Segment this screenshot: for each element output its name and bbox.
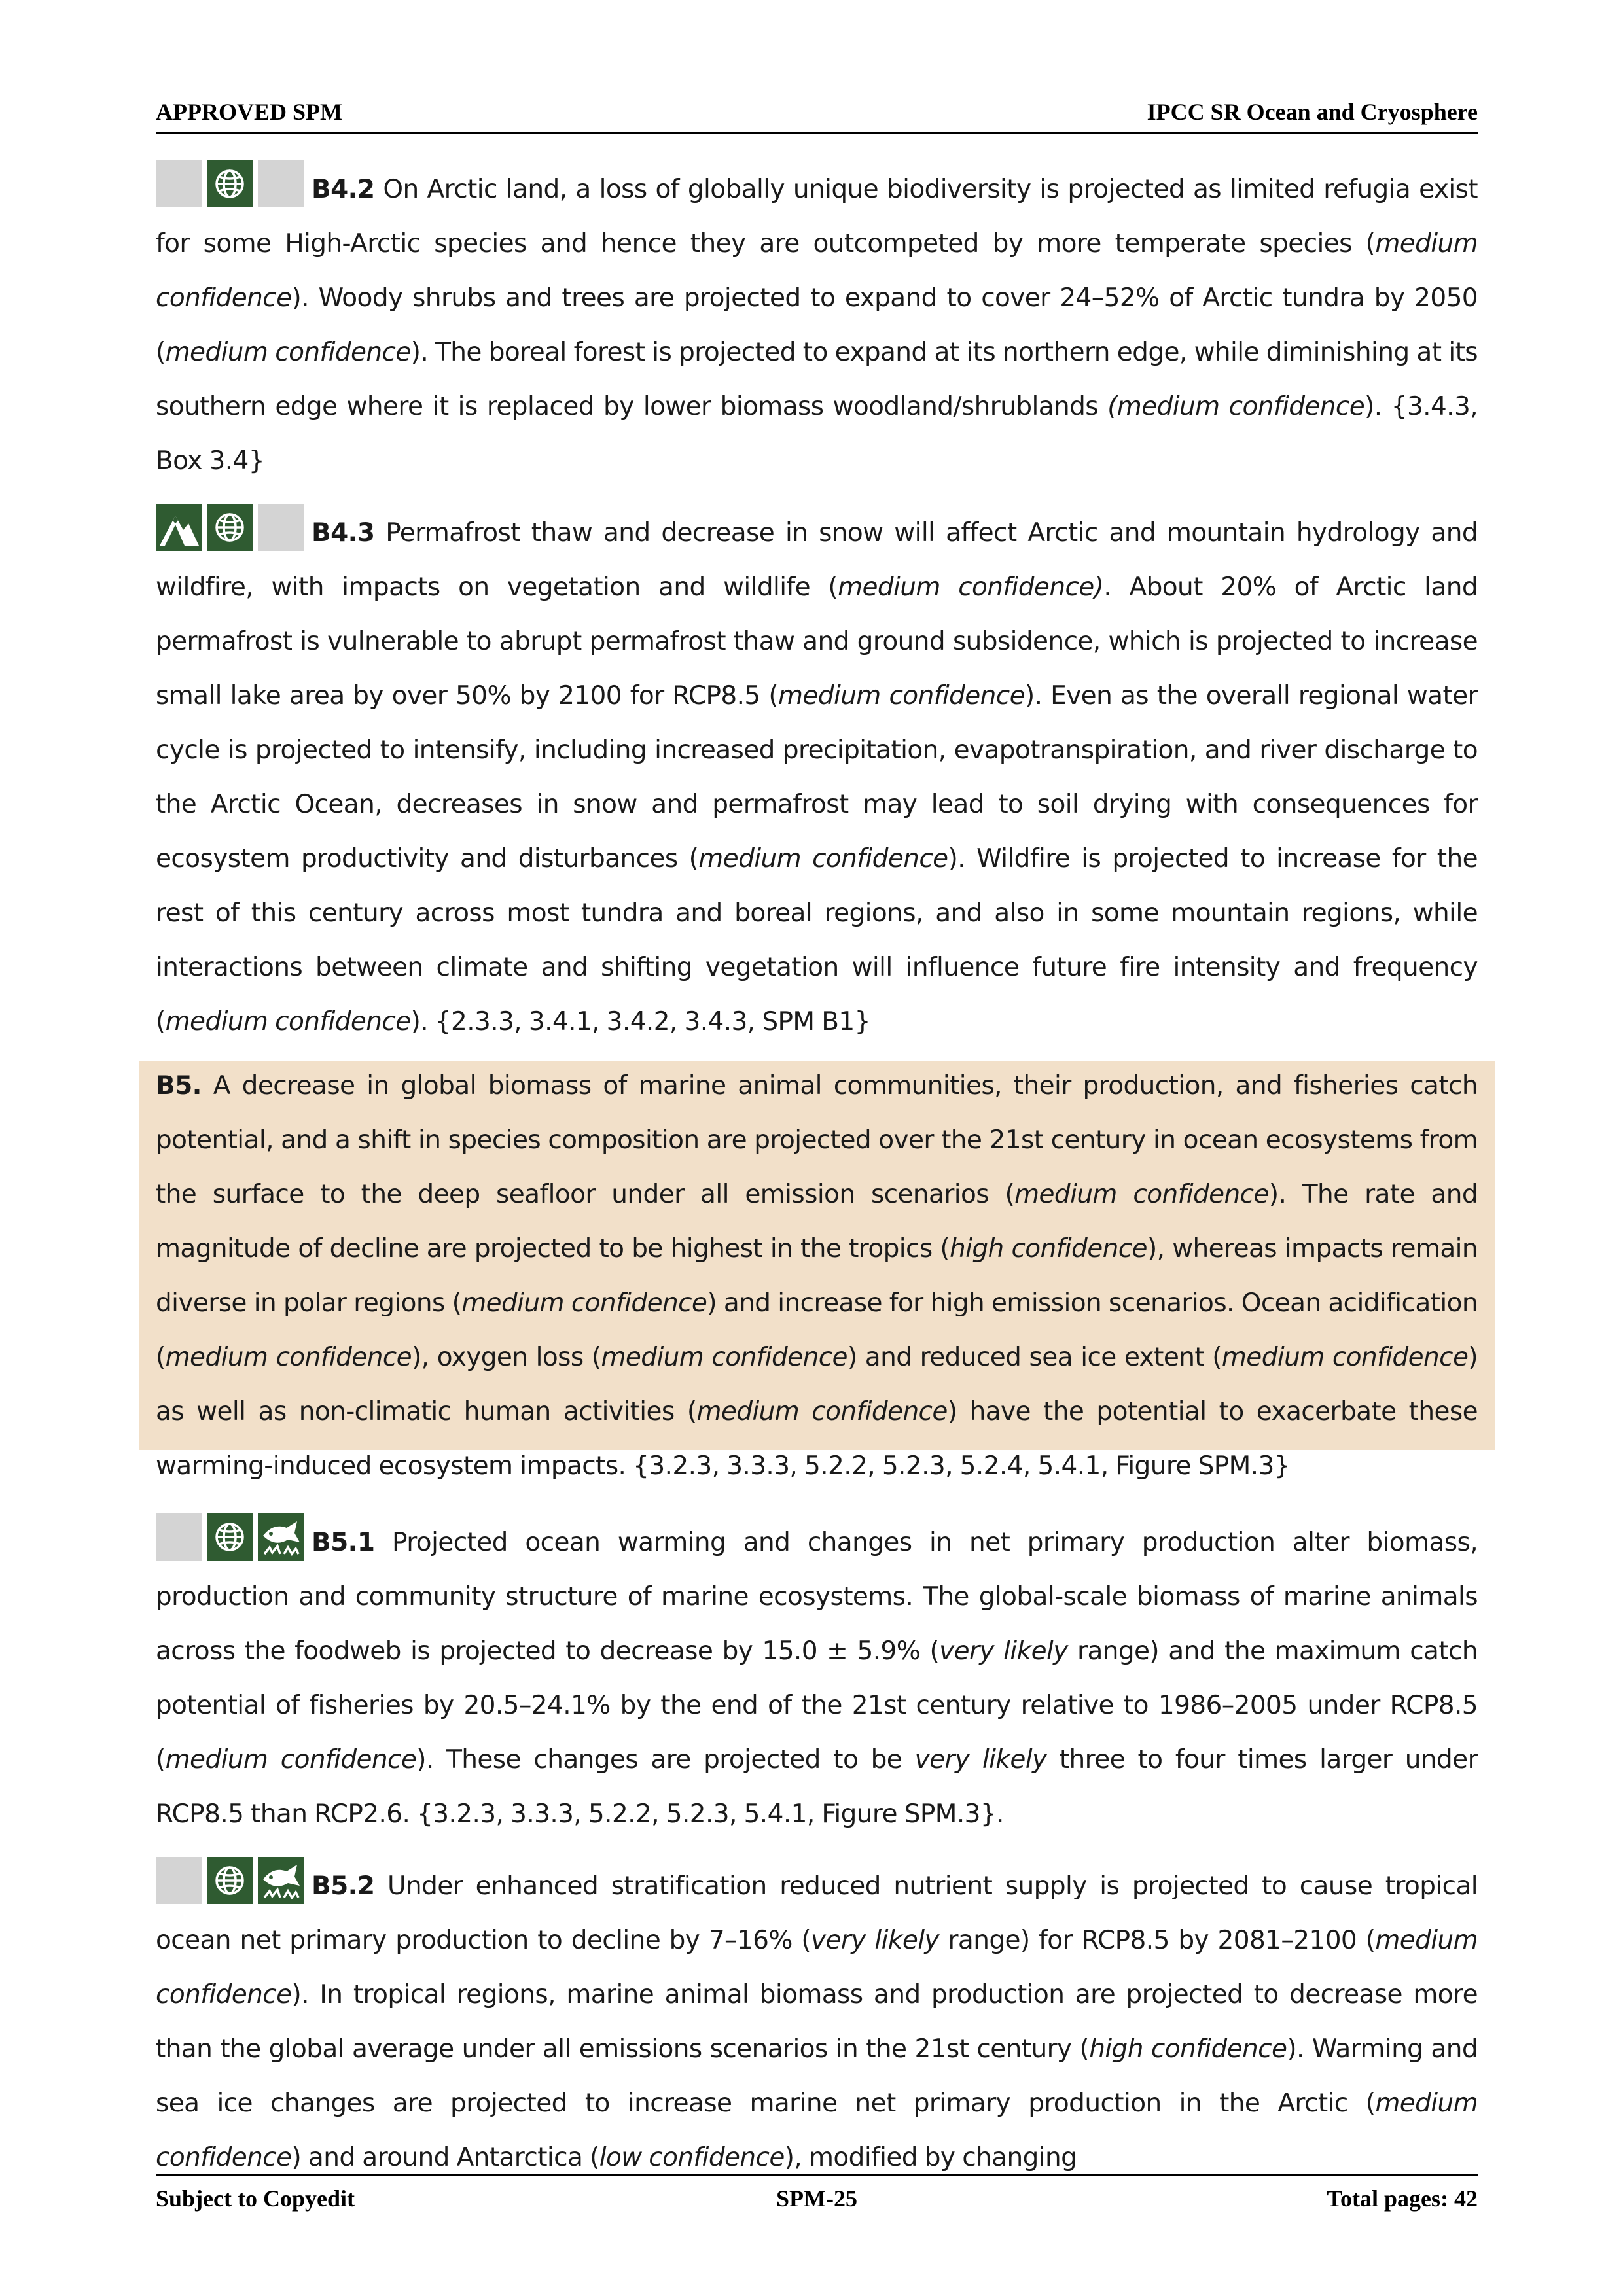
italic-run: medium confidence — [696, 1397, 948, 1426]
icon-strip — [156, 1857, 309, 1907]
globe-icon — [207, 1513, 253, 1561]
text-run: ). {3.4.3, Box 3.4} — [156, 392, 1478, 476]
footer-left: Subject to Copyedit — [156, 2185, 355, 2212]
italic-run: medium confidence — [165, 1745, 417, 1775]
page-footer — [156, 2174, 1478, 2215]
italic-run: medium confidence — [601, 1343, 847, 1372]
globe-icon — [207, 1857, 253, 1904]
blank-icon-slot — [156, 160, 202, 207]
paragraph-b5-1 — [156, 1515, 1478, 1841]
page-number: SPM-25 — [776, 2185, 857, 2212]
icon-strip — [156, 160, 309, 210]
fish-icon — [258, 1513, 304, 1561]
text-run: ). The rate and magnitude of decline are projected to be highest in the tropics ( — [156, 1180, 1478, 1263]
header-left: APPROVED SPM — [156, 99, 342, 125]
italic-run: medium confidence — [165, 1343, 412, 1372]
text-run: ). The boreal forest is projected to expand at its northern edge, while diminishing at its southern edge where it is replaced by lower biomass woodland/shrublands — [156, 338, 1478, 421]
text-run: Permafrost thaw and decrease in snow will affect Arctic and mountain hydrology and wildfire, with impacts on vegetation and wildlife ( — [156, 518, 1478, 602]
page-header — [156, 98, 1478, 134]
text-run: range) and the maximum catch potential of fisheries by 20.5–24.1% by the end of the 21st century relative to 1986–2005 under RCP8.5 ( — [156, 1636, 1478, 1775]
globe-icon — [207, 160, 253, 207]
italic-run: medium confidence) — [838, 573, 1104, 602]
italic-run: medium confidence — [1221, 1343, 1469, 1372]
italic-run: very likely — [939, 1636, 1068, 1666]
text-run: ), modified by changing — [784, 2143, 1077, 2172]
text-run: ) as well as non-climatic human activities ( — [156, 1343, 1478, 1426]
italic-run: (medium confidence — [1107, 392, 1365, 421]
text-run: ), whereas impacts remain diverse in polar regions ( — [156, 1234, 1478, 1318]
text-run: On Arctic land, a loss of globally unique biodiversity is projected as limited refugia exist for some High-Arctic species and hence they are outcompeted by more temperate species ( — [156, 175, 1478, 258]
text-run: ). Wildfire is projected to increase for the rest of this century across most tundra and boreal regions, and also in some mountain regions, while interactions between climate and shifting vegetation will influence future fire intensity and frequency ( — [156, 844, 1478, 1036]
paragraph-id: B5. — [156, 1071, 202, 1101]
footer-right: Total pages: 42 — [1327, 2185, 1478, 2212]
text-run: ). Warming and sea ice changes are projected to increase marine net primary production in the Arctic ( — [156, 2034, 1478, 2118]
text-run: ) and increase for high emission scenarios. Ocean acidification ( — [156, 1288, 1478, 1372]
paragraph-b5-2 — [156, 1859, 1478, 2185]
italic-run: high confidence — [950, 1234, 1147, 1263]
paragraph-id: B4.3 — [312, 518, 375, 548]
text-run: ). Woody shrubs and trees are projected to expand to cover 24–52% of Arctic tundra by 2050 ( — [156, 283, 1478, 367]
paragraph-id: B4.2 — [312, 175, 375, 204]
italic-run: medium confidence — [156, 1926, 1478, 2009]
text-run: three to four times larger under RCP8.5 than RCP2.6. {3.2.3, 3.3.3, 5.2.2, 5.2.3, 5.4.1, Figure SPM.3}. — [156, 1745, 1478, 1829]
mountain-icon — [156, 504, 202, 551]
text-run: ) and around Antarctica ( — [291, 2143, 599, 2172]
text-run: . About 20% of Arctic land permafrost is vulnerable to abrupt permafrost thaw and ground subsidence, which is projected to increase small lake area by over 50% by 2100 for RCP8.5 ( — [156, 573, 1478, 711]
italic-run: very likely — [914, 1745, 1047, 1775]
italic-run: medium confidence — [461, 1288, 707, 1318]
blank-icon-slot — [156, 1513, 202, 1561]
blank-icon-slot — [258, 504, 304, 551]
italic-run: medium confidence — [778, 681, 1025, 711]
text-run: range) for RCP8.5 by 2081–2100 ( — [938, 1926, 1376, 1955]
paragraph-id: B5.2 — [312, 1871, 375, 1901]
text-run: ). {2.3.3, 3.4.1, 3.4.2, 3.4.3, SPM B1} — [410, 1007, 870, 1036]
paragraph-b4-2 — [156, 162, 1478, 488]
text-run: ). These changes are projected to be — [416, 1745, 915, 1775]
italic-run: medium confidence — [156, 2089, 1478, 2172]
paragraph-id: B5.1 — [312, 1528, 375, 1557]
text-run: Under enhanced stratification reduced nutrient supply is projected to cause tropical ocean net primary production to decline by 7–16% ( — [156, 1871, 1478, 1955]
italic-run: medium confidence — [698, 844, 948, 874]
italic-run: medium confidence — [1014, 1180, 1269, 1209]
fish-icon — [258, 1857, 304, 1904]
blank-icon-slot — [258, 160, 304, 207]
paragraph-b5 — [156, 1059, 1478, 1493]
italic-run: low confidence — [599, 2143, 785, 2172]
icon-strip — [156, 504, 309, 554]
text-run: Projected ocean warming and changes in net primary production alter biomass, production and community structure of marine ecosystems. The global-scale biomass of marine animals across the foodweb is projected to decrease by 15.0 ± 5.9% ( — [156, 1528, 1478, 1666]
text-run: ) and reduced sea ice extent ( — [847, 1343, 1222, 1372]
paragraph-b4-3 — [156, 506, 1478, 1049]
italic-run: medium confidence — [165, 338, 411, 367]
italic-run: very likely — [811, 1926, 939, 1955]
globe-icon — [207, 504, 253, 551]
italic-run: medium confidence — [165, 1007, 411, 1036]
text-run: ) have the potential to exacerbate these warming-induced ecosystem impacts. {3.2.3, 3.3.3, 5.2.2, 5.2.3, 5.2.4, 5.4.1, Figure SPM.3} — [156, 1397, 1478, 1481]
blank-icon-slot — [156, 1857, 202, 1904]
text-run: ). In tropical regions, marine animal biomass and production are projected to decrease more than the global average under all emissions scenarios in the 21st century ( — [156, 1980, 1478, 2064]
italic-run: medium confidence — [156, 229, 1478, 313]
text-run: A decrease in global biomass of marine animal communities, their production, and fisheries catch potential, and a shift in species composition are projected over the 21st century in ocean ecosystems from the surface to the deep seafloor under all emission scenarios ( — [156, 1071, 1478, 1209]
italic-run: high confidence — [1089, 2034, 1287, 2064]
text-run: ), oxygen loss ( — [412, 1343, 601, 1372]
icon-strip — [156, 1513, 309, 1563]
header-right: IPCC SR Ocean and Cryosphere — [1147, 99, 1478, 125]
text-run: ). Even as the overall regional water cycle is projected to intensify, including increased precipitation, evapotranspiration, and river discharge to the Arctic Ocean, decreases in snow and permafrost may lead to soil drying with consequences for ecosystem productivity and disturbances ( — [156, 681, 1478, 874]
